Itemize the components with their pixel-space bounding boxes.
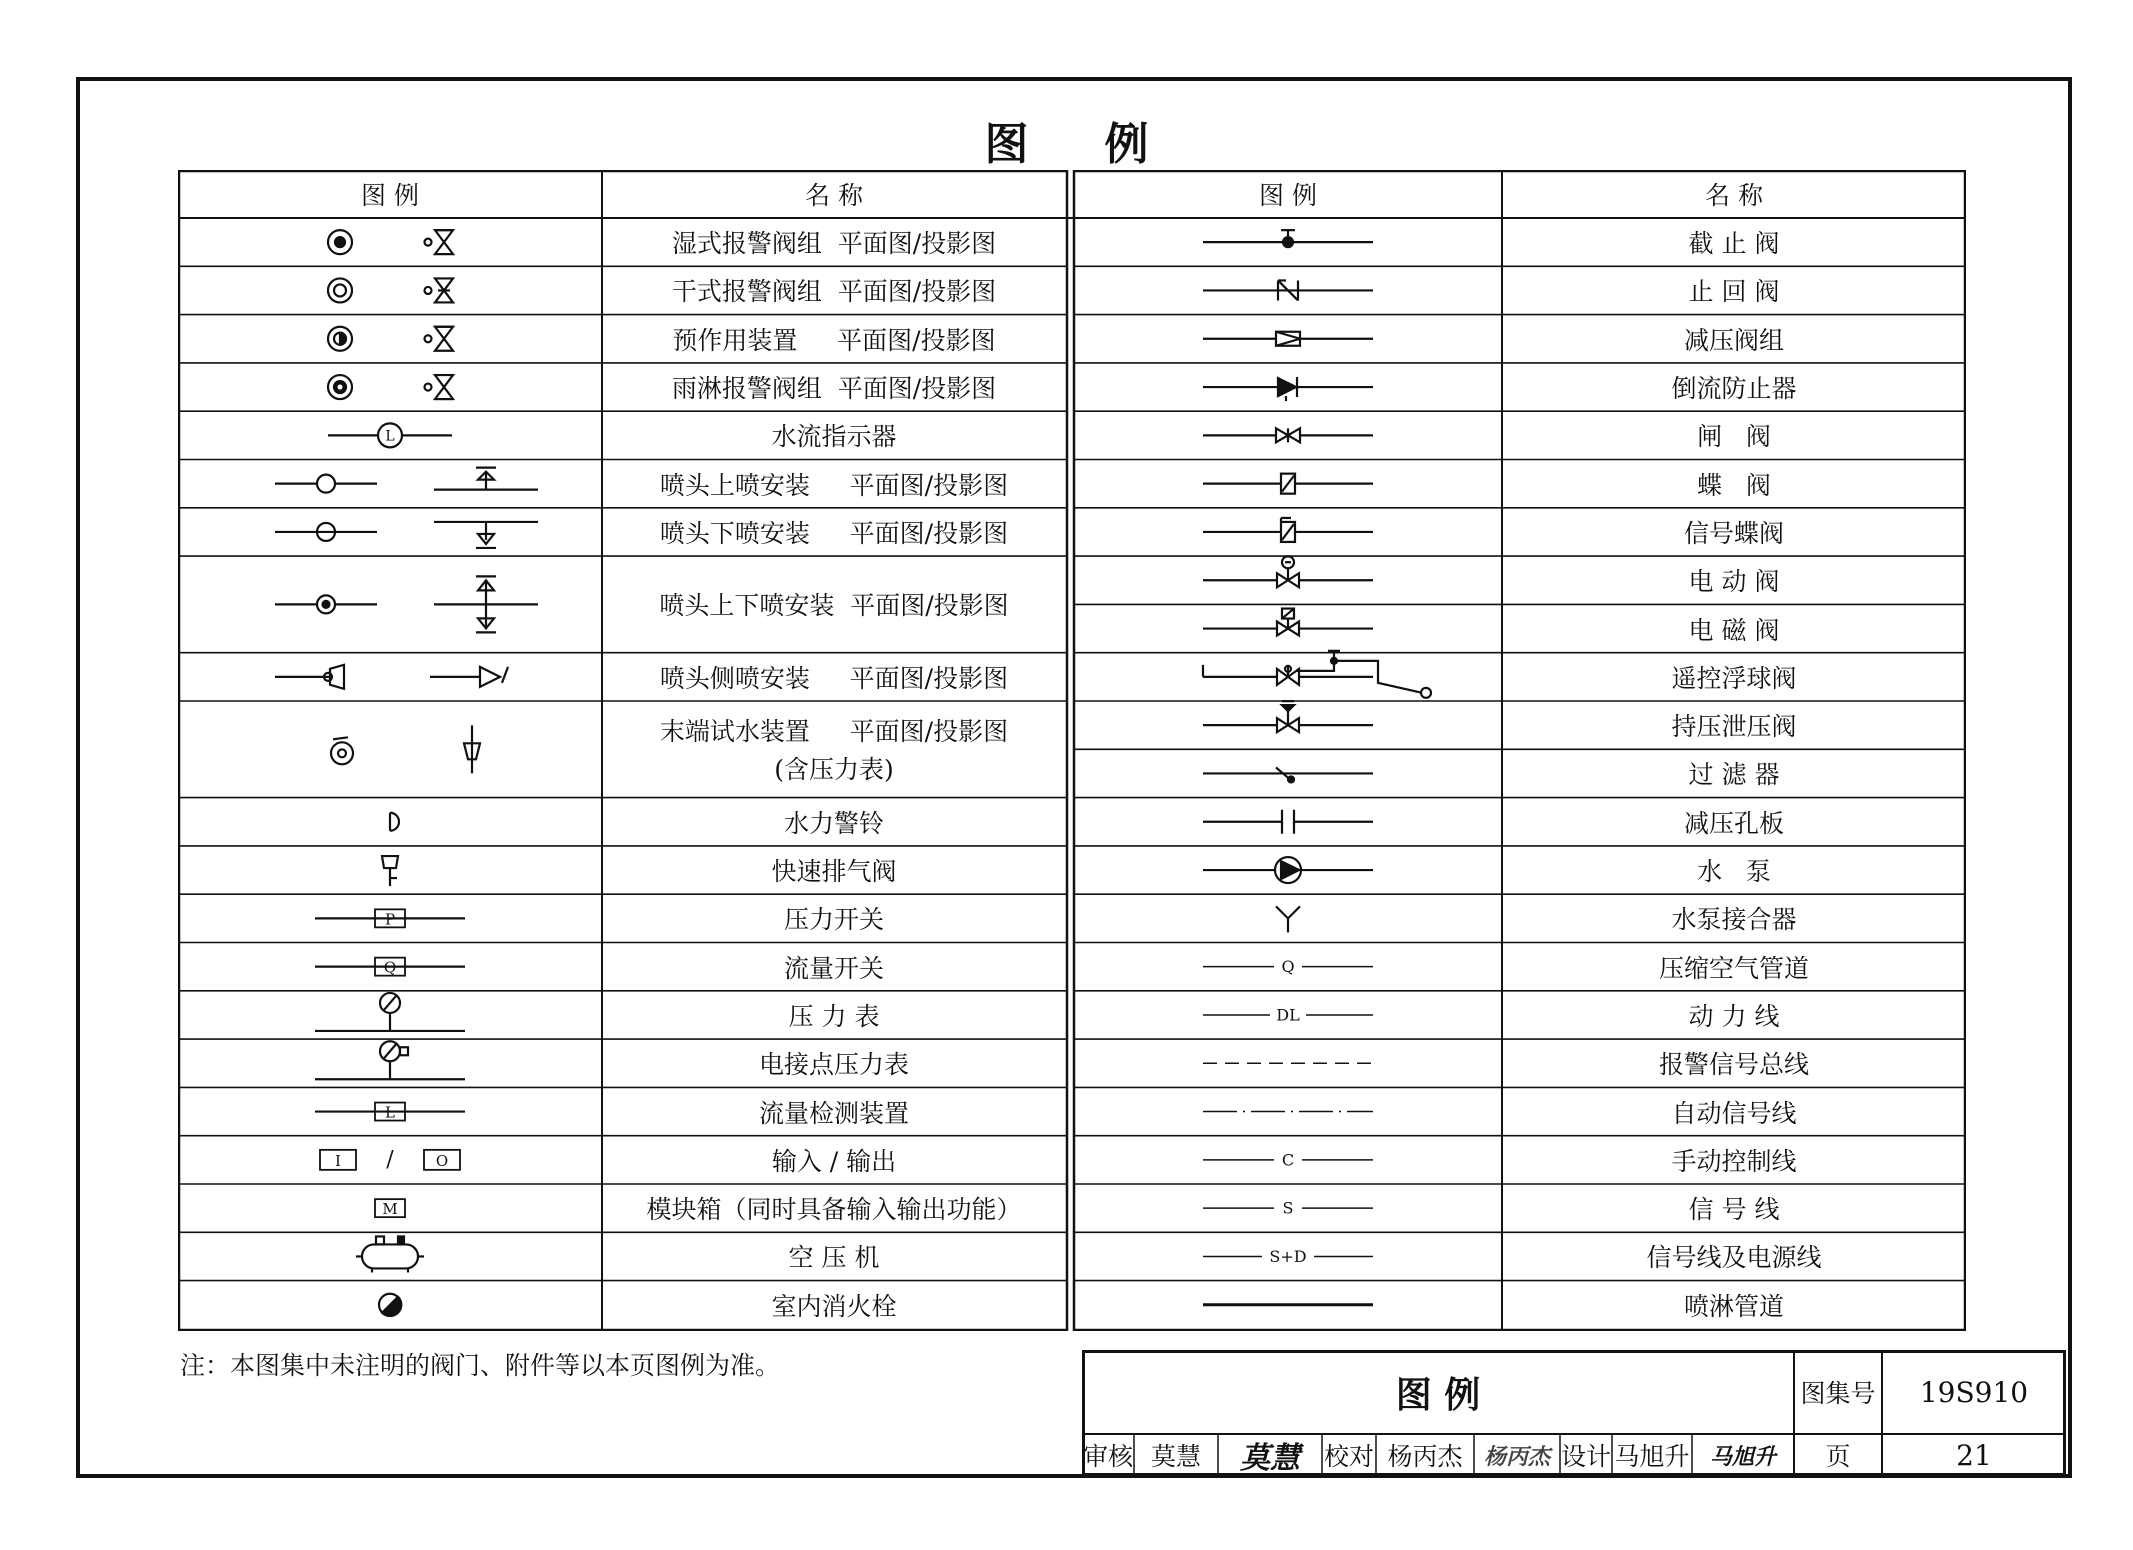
right-row-name bbox=[1502, 218, 1966, 266]
right-row-name-text: 持压泄压阀 bbox=[1671, 712, 1797, 742]
left-row-name-text: 喷头上喷安装 平面图/投影图 bbox=[659, 470, 1009, 500]
water-flow-indicator-icon bbox=[328, 423, 452, 447]
right-row-name-text: 信号蝶阀 bbox=[1683, 518, 1784, 548]
left-row-name-text: 水流指示器 bbox=[771, 422, 897, 452]
left-row-name-text: 喷头上下喷安装 平面图/投影图 bbox=[659, 591, 1009, 621]
sprinkler-upright-icon bbox=[275, 468, 538, 493]
right-row-name bbox=[1502, 991, 1966, 1039]
right-row-name bbox=[1502, 798, 1966, 846]
solenoid-valve-icon bbox=[1203, 609, 1373, 636]
pressure-gauge-icon bbox=[315, 993, 465, 1031]
left-row-name bbox=[602, 363, 1066, 411]
left-row-name bbox=[602, 460, 1066, 508]
atlas-number-label: 图集号 bbox=[1800, 1379, 1876, 1408]
left-row-name bbox=[602, 701, 1066, 798]
left-row-name bbox=[602, 218, 1066, 266]
sprinkler-sidewall-icon bbox=[275, 665, 508, 689]
right-row-name-text: 电 动 阀 bbox=[1688, 567, 1780, 597]
right-row-name bbox=[1502, 846, 1966, 894]
right-row-name-text: 手动控制线 bbox=[1671, 1146, 1797, 1176]
pressure-reducing-valve-icon bbox=[1203, 332, 1373, 346]
right-row-name bbox=[1502, 315, 1966, 363]
left-row-name bbox=[602, 411, 1066, 459]
water-motor-gong-icon bbox=[390, 813, 399, 831]
right-row-name bbox=[1502, 363, 1966, 411]
title-block-title: 图 例 bbox=[1395, 1373, 1481, 1416]
left-row-name bbox=[602, 556, 1066, 653]
left-row-name-text: 流量开关 bbox=[783, 953, 884, 983]
header-left-name: 名 称 bbox=[805, 181, 863, 210]
gate-valve-icon bbox=[1203, 428, 1373, 442]
svg-text:S: S bbox=[1282, 1198, 1294, 1218]
svg-text:Q: Q bbox=[383, 958, 397, 977]
right-row-name-text: 喷淋管道 bbox=[1683, 1291, 1784, 1321]
svg-text:L: L bbox=[385, 428, 395, 445]
input-output-icon bbox=[320, 1147, 460, 1172]
left-row-name-text: 输入 / 输出 bbox=[771, 1146, 897, 1176]
checker-signature: 杨丙杰 bbox=[1483, 1443, 1550, 1470]
butterfly-valve-icon bbox=[1203, 474, 1373, 494]
right-row-name bbox=[1502, 1136, 1966, 1184]
compressed-air-line-icon bbox=[1203, 957, 1373, 976]
right-row-name bbox=[1502, 894, 1966, 942]
designer-signature: 马旭升 bbox=[1709, 1443, 1776, 1470]
check-label: 校对 bbox=[1323, 1442, 1374, 1471]
left-row-name-sub: (含压力表) bbox=[774, 755, 894, 785]
left-row-name bbox=[602, 1281, 1066, 1329]
left-row-name bbox=[602, 266, 1066, 314]
reviewer-name: 莫慧 bbox=[1150, 1442, 1201, 1471]
right-row-name-text: 水 泵 bbox=[1697, 857, 1771, 887]
backflow-preventer-icon bbox=[1203, 377, 1373, 401]
footnote: 注：本图集中未注明的阀门、附件等以本页图例为准。 bbox=[180, 1351, 781, 1380]
svg-text:/: / bbox=[386, 1147, 394, 1173]
page-number: 21 bbox=[1956, 1438, 1992, 1472]
right-row-name-text: 遥控浮球阀 bbox=[1671, 663, 1797, 693]
end-test-device-icon bbox=[331, 725, 480, 773]
right-row-name bbox=[1502, 1232, 1966, 1280]
signal-power-line-icon bbox=[1203, 1247, 1373, 1266]
title-char-1: 图 bbox=[984, 119, 1029, 170]
air-release-valve-icon bbox=[382, 856, 398, 886]
right-row-name-text: 倒流防止器 bbox=[1671, 374, 1797, 404]
right-row-name bbox=[1502, 1087, 1966, 1135]
review-label: 审核 bbox=[1082, 1442, 1133, 1471]
right-row-name-text: 闸 阀 bbox=[1697, 422, 1771, 452]
reviewer-signature: 莫慧 bbox=[1240, 1441, 1300, 1476]
left-row-name bbox=[602, 1184, 1066, 1232]
right-row-name-text: 截 止 阀 bbox=[1688, 229, 1780, 259]
left-row-name bbox=[602, 894, 1066, 942]
left-row-name bbox=[602, 798, 1066, 846]
right-row-name bbox=[1502, 604, 1966, 652]
right-row-name-text: 水泵接合器 bbox=[1671, 905, 1797, 935]
header-left-symbol: 图 例 bbox=[361, 181, 419, 210]
pressure-switch-icon bbox=[315, 909, 465, 928]
left-row-name-text: 流量检测装置 bbox=[758, 1098, 909, 1128]
left-row-name-text: 压 力 表 bbox=[788, 1001, 880, 1031]
left-row-name-text: 雨淋报警阀组 平面图/投影图 bbox=[671, 374, 997, 404]
left-row-name bbox=[602, 653, 1066, 701]
designer-name: 马旭升 bbox=[1614, 1442, 1690, 1471]
right-row-name bbox=[1502, 1184, 1966, 1232]
right-row-name bbox=[1502, 1281, 1966, 1329]
left-row-name bbox=[602, 1087, 1066, 1135]
svg-text:P: P bbox=[384, 910, 396, 929]
right-row-name bbox=[1502, 749, 1966, 797]
signal-butterfly-valve-icon bbox=[1203, 518, 1373, 542]
title-char-2: 例 bbox=[1104, 119, 1149, 170]
dry-alarm-valve-icon bbox=[328, 278, 453, 302]
header-right-name: 名 称 bbox=[1705, 181, 1763, 210]
header-right-symbol: 图 例 bbox=[1259, 181, 1317, 210]
left-row-name bbox=[602, 943, 1066, 991]
svg-text:C: C bbox=[1281, 1150, 1295, 1170]
pressure-relief-valve-icon bbox=[1203, 701, 1373, 732]
right-row-name-text: 电 磁 阀 bbox=[1688, 615, 1780, 645]
left-row-name-text: 模块箱（同时具备输入输出功能） bbox=[646, 1195, 1022, 1225]
air-compressor-icon bbox=[356, 1236, 424, 1272]
preaction-device-icon bbox=[328, 327, 453, 351]
right-row-name bbox=[1502, 266, 1966, 314]
right-row-name bbox=[1502, 1039, 1966, 1087]
water-pump-icon bbox=[1203, 857, 1373, 883]
svg-text:Q: Q bbox=[1281, 957, 1295, 977]
manual-control-line-icon bbox=[1203, 1150, 1373, 1169]
left-row-name-text: 预作用装置 平面图/投影图 bbox=[672, 325, 996, 355]
right-row-name-text: 减压孔板 bbox=[1683, 808, 1784, 838]
left-row-name bbox=[602, 315, 1066, 363]
right-row-name-text: 信 号 线 bbox=[1688, 1195, 1780, 1225]
indoor-hydrant-icon bbox=[379, 1294, 401, 1316]
left-row-name bbox=[602, 1136, 1066, 1184]
wet-alarm-valve-icon bbox=[328, 230, 453, 254]
left-row-name-text: 空 压 机 bbox=[788, 1243, 880, 1273]
left-row-name bbox=[602, 1232, 1066, 1280]
right-row-name bbox=[1502, 943, 1966, 991]
left-row-name bbox=[602, 991, 1066, 1039]
left-row-name-text: 湿式报警阀组 平面图/投影图 bbox=[671, 229, 997, 259]
legend-table bbox=[178, 170, 1966, 1331]
right-row-name-text: 蝶 阀 bbox=[1697, 470, 1771, 500]
flow-detection-icon bbox=[315, 1103, 465, 1122]
checker-name: 杨丙杰 bbox=[1387, 1442, 1463, 1471]
right-row-name-text: 止 回 阀 bbox=[1688, 277, 1780, 307]
design-label: 设计 bbox=[1560, 1442, 1611, 1471]
deluge-alarm-valve-icon bbox=[328, 375, 453, 399]
svg-text:I: I bbox=[335, 1151, 341, 1170]
right-row-name-text: 信号线及电源线 bbox=[1646, 1243, 1822, 1273]
svg-text:S+D: S+D bbox=[1269, 1246, 1307, 1266]
signal-line-icon bbox=[1203, 1199, 1373, 1218]
left-row-name bbox=[602, 1039, 1066, 1087]
right-row-name bbox=[1502, 701, 1966, 749]
module-box-icon bbox=[375, 1199, 405, 1218]
power-line-icon bbox=[1203, 1005, 1373, 1024]
left-row-name bbox=[602, 846, 1066, 894]
motorized-valve-icon bbox=[1203, 556, 1373, 587]
right-row-name-text: 过 滤 器 bbox=[1688, 760, 1780, 790]
right-row-name bbox=[1502, 460, 1966, 508]
strainer-icon bbox=[1203, 767, 1373, 782]
left-row-name-text: 喷头侧喷安装 平面图/投影图 bbox=[659, 663, 1009, 693]
right-row-name bbox=[1502, 411, 1966, 459]
svg-text:O: O bbox=[435, 1151, 449, 1170]
right-row-name bbox=[1502, 653, 1966, 701]
right-row-name bbox=[1502, 508, 1966, 556]
right-row-name-text: 减压阀组 bbox=[1683, 325, 1784, 355]
page-label: 页 bbox=[1825, 1442, 1851, 1471]
right-row-name bbox=[1502, 556, 1966, 604]
svg-text:DL: DL bbox=[1276, 1005, 1300, 1025]
left-row-name-text: 快速排气阀 bbox=[771, 857, 897, 887]
flow-switch-icon bbox=[315, 958, 465, 977]
check-valve-icon bbox=[1203, 280, 1373, 300]
right-row-name-text: 动 力 线 bbox=[1688, 1001, 1780, 1031]
svg-text:L: L bbox=[385, 1103, 395, 1122]
left-row-name-text: 电接点压力表 bbox=[758, 1050, 909, 1080]
page-title bbox=[0, 108, 2133, 172]
orifice-plate-icon bbox=[1203, 810, 1373, 834]
left-row-name-text: 压力开关 bbox=[783, 905, 884, 935]
atlas-number: 19S910 bbox=[1919, 1375, 2029, 1409]
right-row-name-text: 自动信号线 bbox=[1671, 1098, 1797, 1128]
left-row-name-text: 水力警铃 bbox=[783, 808, 884, 838]
svg-text:M: M bbox=[382, 1200, 398, 1219]
remote-float-valve-icon bbox=[1203, 651, 1431, 698]
left-row-name-text: 干式报警阀组 平面图/投影图 bbox=[671, 277, 997, 307]
pump-connector-icon bbox=[1276, 906, 1300, 932]
right-row-name-text: 报警信号总线 bbox=[1658, 1050, 1809, 1080]
sprinkler-pendent-icon bbox=[275, 522, 538, 548]
left-row-name-text: 室内消火栓 bbox=[771, 1291, 897, 1321]
title-block bbox=[1082, 1350, 2066, 1476]
left-row-name-text: 末端试水装置 平面图/投影图 bbox=[659, 717, 1009, 747]
contact-pressure-gauge-icon bbox=[315, 1041, 465, 1079]
left-row-name bbox=[602, 508, 1066, 556]
globe-valve-icon bbox=[1203, 230, 1373, 247]
left-row-name-text: 喷头下喷安装 平面图/投影图 bbox=[659, 518, 1009, 548]
right-row-name-text: 压缩空气管道 bbox=[1658, 953, 1809, 983]
sprinkler-up-down-icon bbox=[275, 576, 538, 632]
